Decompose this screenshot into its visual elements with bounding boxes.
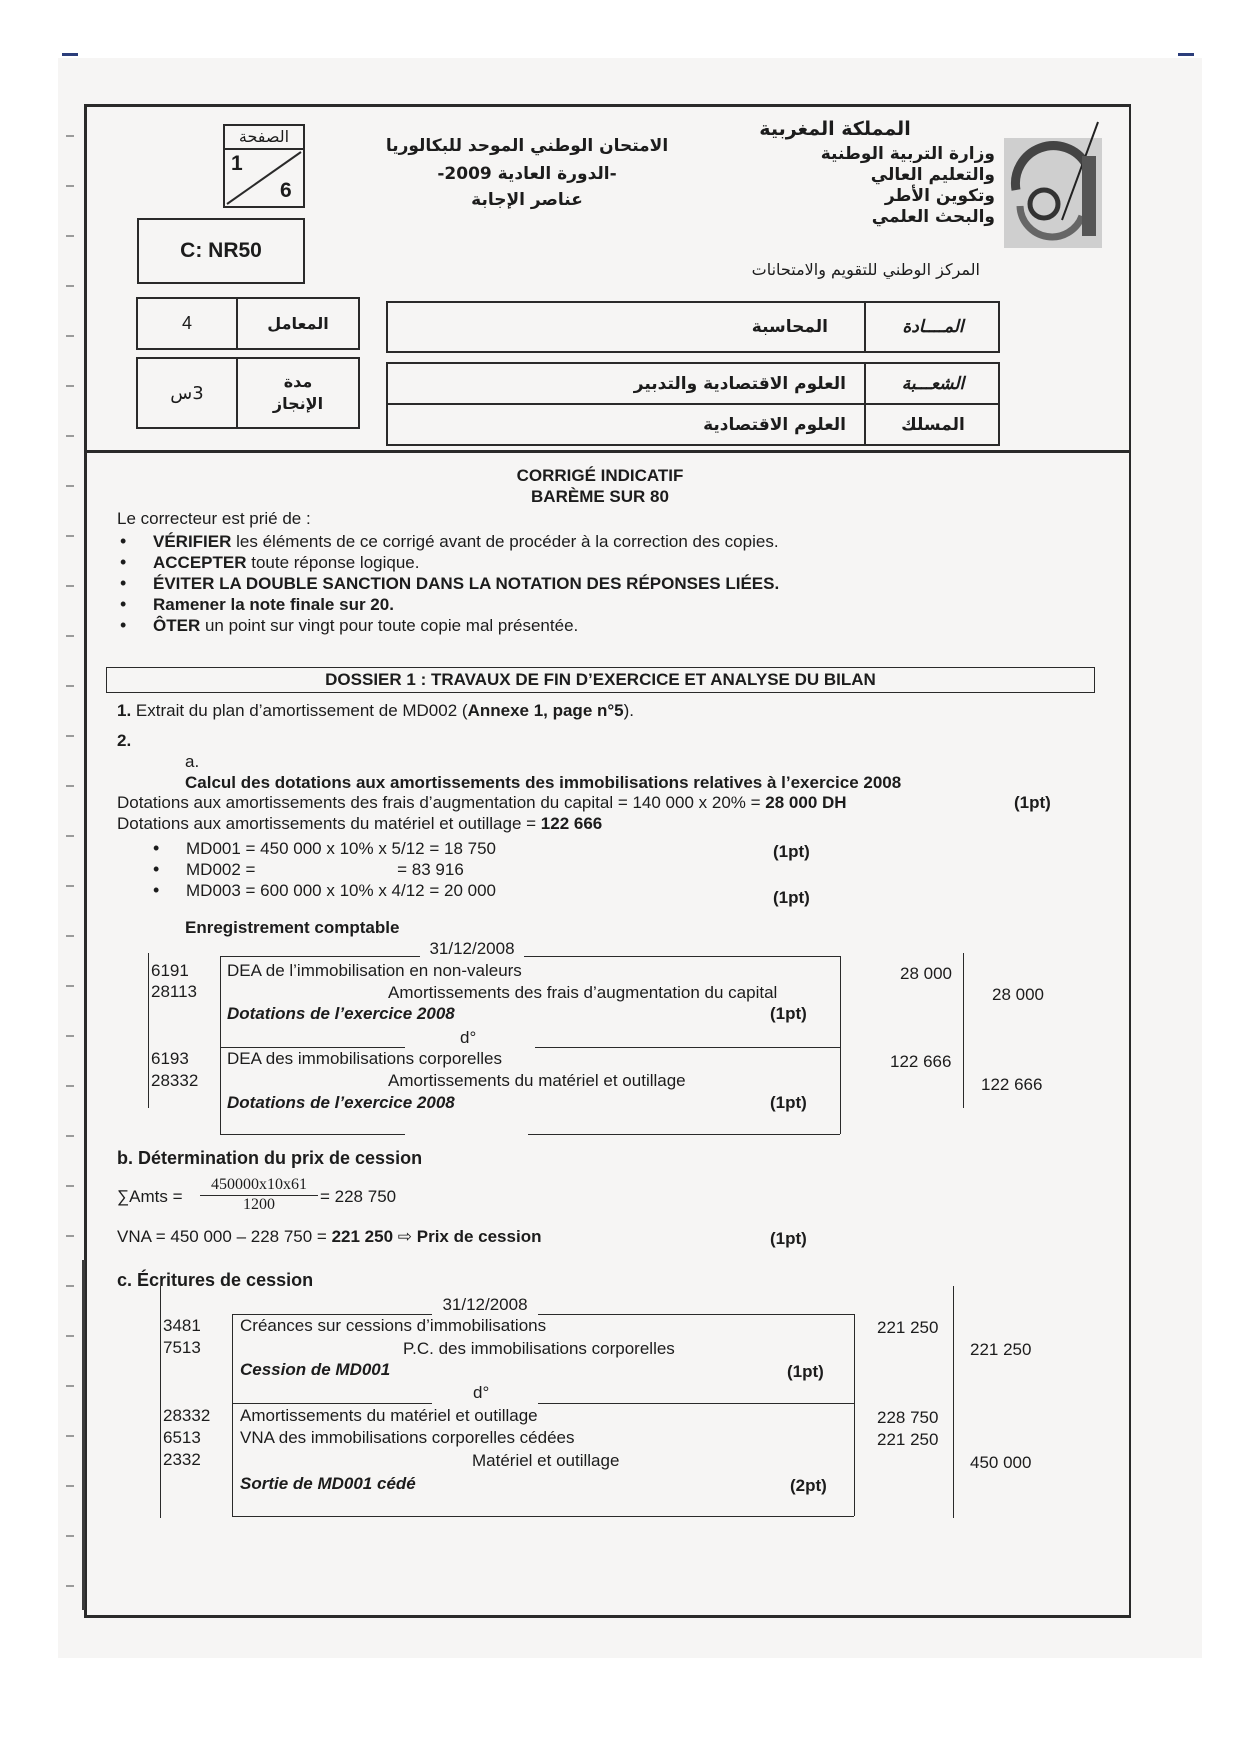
subject-label: المــــادة xyxy=(902,317,964,337)
vna-line: VNA = 450 000 – 228 750 = 221 250 ⇨ Prix de cession xyxy=(117,1227,542,1246)
arrow-icon: ⇨ xyxy=(393,1227,417,1246)
duration-label xyxy=(238,359,358,427)
dossier-title: DOSSIER 1 : TRAVAUX DE FIN D’EXERCICE ET ANALYSE DU BILAN xyxy=(106,667,1095,693)
branch-row xyxy=(388,364,998,405)
page-total: 6 xyxy=(280,179,292,202)
debit-amount: 221 250 xyxy=(877,1430,939,1449)
account-number: 6513 xyxy=(163,1428,201,1447)
account-number: 28332 xyxy=(163,1406,211,1425)
scan-mark xyxy=(62,53,78,56)
credit-label: Matériel et outillage xyxy=(472,1451,620,1470)
exam-code: C: NR50 xyxy=(137,218,305,284)
credit-label: Amortissements du matériel et outillage xyxy=(388,1071,686,1090)
account-number: 6191 xyxy=(151,961,189,980)
points: (1pt) xyxy=(770,1229,807,1248)
answer-elements: عناصر الإجابة xyxy=(471,190,583,210)
scan-mark xyxy=(1178,53,1194,56)
page-number-box xyxy=(223,124,305,208)
md-line: • MD001 = 450 000 x 10% x 5/12 = 18 750 xyxy=(150,838,650,859)
subject-value: المحاسبة xyxy=(388,303,866,351)
instruction-item: • ACCEPTER toute réponse logique. xyxy=(117,552,1017,573)
instruction-item: • ÔTER un point sur vingt pour toute copie mal présentée. xyxy=(117,615,1017,636)
debit-label: DEA des immobilisations corporelles xyxy=(227,1049,502,1068)
debit-label: Créances sur cessions d’immobilisations xyxy=(240,1316,547,1335)
track-row xyxy=(388,405,998,444)
scan-edge xyxy=(82,1260,85,1610)
sum-amortissements-label: ∑Amts = xyxy=(117,1187,183,1206)
instruction-item: • Ramener la note finale sur 20. xyxy=(117,594,1017,615)
account-number: 2332 xyxy=(163,1450,201,1469)
account-number: 3481 xyxy=(163,1316,201,1335)
points: (1pt) xyxy=(773,888,810,907)
points: (1pt) xyxy=(770,1093,807,1112)
exam-title: الامتحان الوطني الموحد للبكالوريا xyxy=(385,136,669,156)
coefficient-value: 4 xyxy=(138,299,238,348)
coefficient-label: المعامل xyxy=(267,314,329,333)
points: (2pt) xyxy=(790,1476,827,1495)
kingdom-name: المملكة المغربية xyxy=(759,118,911,140)
ministry-line: والتعليم العالي xyxy=(870,165,995,185)
enregistrement-title: Enregistrement comptable xyxy=(185,918,400,937)
question-1: 1. Extrait du plan d’amortissement de MD002 (Annexe 1, page n°5). xyxy=(117,701,635,720)
ministry-line: والبحث العلمي xyxy=(871,207,995,227)
coefficient-box xyxy=(136,297,360,350)
part-a-title: Calcul des dotations aux amortissements des immobilisations relatives à l’exercice 2008 xyxy=(185,773,902,792)
header-divider xyxy=(84,450,1129,453)
subject-row xyxy=(386,301,1000,353)
points: (1pt) xyxy=(787,1362,824,1381)
account-number: 6193 xyxy=(151,1049,189,1068)
journal-date: 31/12/2008 xyxy=(429,939,515,958)
branch-label: الشعـــبة xyxy=(901,373,965,394)
md-line: • MD003 = 600 000 x 10% x 4/12 = 20 000 xyxy=(150,880,650,901)
debit-amount: 228 750 xyxy=(877,1408,939,1427)
credit-amount: 28 000 xyxy=(992,985,1044,1004)
instructions-lead: Le correcteur est prié de : xyxy=(117,509,311,528)
credit-label: P.C. des immobilisations corporelles xyxy=(403,1339,675,1358)
credit-amount: 450 000 xyxy=(970,1453,1032,1472)
debit-label: Amortissements du matériel et outillage xyxy=(240,1406,538,1425)
bareme-title: BARÈME SUR 80 xyxy=(531,487,669,506)
debit-amount: 28 000 xyxy=(900,964,952,983)
duration-label-2: الإنجاز xyxy=(272,394,324,413)
question-2: 2. xyxy=(117,731,132,750)
ministry-line: وتكوين الأطر xyxy=(884,186,995,206)
instruction-item: • ÉVITER LA DOUBLE SANCTION DANS LA NOTATION DES RÉPONSES LIÉES. xyxy=(117,573,1017,594)
page-label: الصفحة xyxy=(225,126,303,150)
exam-session: -الدورة العادية 2009- xyxy=(437,164,617,184)
credit-amount: 122 666 xyxy=(981,1075,1043,1094)
track-value: العلوم الاقتصادية xyxy=(388,405,866,444)
evaluation-center: المركز الوطني للتقويم والامتحانات xyxy=(751,260,980,279)
fraction-denominator: 1200 xyxy=(243,1196,275,1213)
page-current: 1 xyxy=(231,152,243,175)
branch-value: العلوم الاقتصادية والتدبير xyxy=(388,364,866,403)
journal-date: 31/12/2008 xyxy=(442,1295,528,1314)
entry-separator: d° xyxy=(460,1028,477,1047)
debit-label: DEA de l’immobilisation en non-valeurs xyxy=(227,961,522,980)
account-number: 7513 xyxy=(163,1338,201,1357)
corrige-title: CORRIGÉ INDICATIF xyxy=(516,466,684,485)
debit-amount: 122 666 xyxy=(890,1052,952,1071)
entry-memo: Cession de MD001 xyxy=(240,1360,391,1379)
part-b-title: b. Détermination du prix de cession xyxy=(117,1148,423,1168)
dotation-materiel-line: Dotations aux amortissements du matériel et outillage = 122 666 xyxy=(117,814,603,833)
sum-result: = 228 750 xyxy=(320,1187,397,1206)
entry-separator: d° xyxy=(473,1383,490,1402)
entry-memo: Sortie de MD001 cédé xyxy=(240,1474,416,1493)
instructions-list xyxy=(117,531,1017,636)
entry-memo: Dotations de l’exercice 2008 xyxy=(227,1093,455,1112)
entry-memo: Dotations de l’exercice 2008 xyxy=(227,1004,455,1023)
part-c-title: c. Écritures de cession xyxy=(117,1270,314,1290)
account-number: 28332 xyxy=(151,1071,199,1090)
branch-track-table xyxy=(386,362,1000,446)
md-calculations xyxy=(150,838,650,901)
instruction-item: • VÉRIFIER les éléments de ce corrigé avant de procéder à la correction des copies. xyxy=(117,531,1017,552)
points: (1pt) xyxy=(1014,793,1051,812)
dotation-frais-line: Dotations aux amortissements des frais d’augmentation du capital = 140 000 x 20% = 28 000 DH xyxy=(117,793,847,812)
debit-amount: 221 250 xyxy=(877,1318,939,1337)
debit-label: VNA des immobilisations corporelles cédées xyxy=(240,1428,575,1447)
ministry-line: وزارة التربية الوطنية xyxy=(820,144,995,164)
duration-value: 3س xyxy=(138,359,238,427)
credit-label: Amortissements des frais d’augmentation du capital xyxy=(388,983,778,1002)
account-number: 28113 xyxy=(151,982,198,1001)
sum-fraction xyxy=(200,1176,318,1214)
md-line: • MD002 = = 83 916 xyxy=(150,859,650,880)
ministry-name xyxy=(700,144,995,228)
credit-amount: 221 250 xyxy=(970,1340,1032,1359)
part-a-label: a. xyxy=(185,752,200,771)
ministry-logo xyxy=(1002,120,1106,254)
duration-label-1: مدة xyxy=(283,372,313,391)
duration-box xyxy=(136,357,360,429)
points: (1pt) xyxy=(770,1004,807,1023)
points: (1pt) xyxy=(773,842,810,861)
fraction-numerator: 450000x10x61 xyxy=(200,1176,318,1196)
track-label: المسلك xyxy=(901,414,965,435)
